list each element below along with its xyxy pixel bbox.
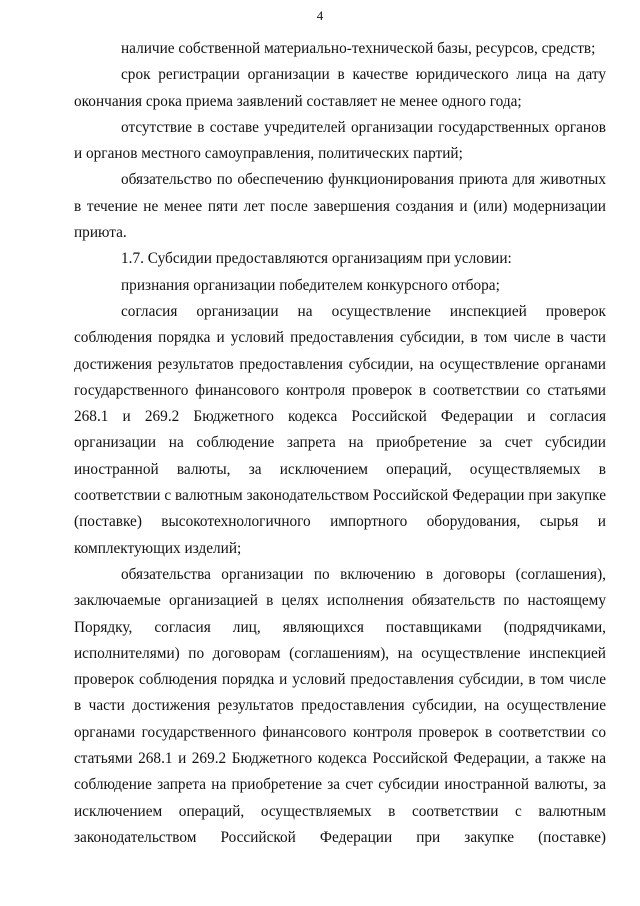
paragraph-section-1-7: 1.7. Субсидии предоставляются организациям при условии: [121, 250, 512, 268]
paragraph-contract-obligations: обязательства организации по включению в договоры (соглашения), заключаемые организацией в целях исполнения обязательств по настоящему Порядку, согласия лиц, являющихся поставщиками (подрядчиками, исполнителями) по договорам (соглашениям), на осуществление инспекцией проверок соблюдения порядка и условий предоставления субсидии, в том числе в части достижения результатов предоставления субсидии, на осуществление органами государственного финансового контроля проверок в соответствии со статьями 268.1 и 269.2 Бюджетного кодекса Российской Федерации, а также на соблюдение запрета на приобретение за счет субсидии иностранной валюты, за исключением операций, осуществляемых в соответствии с валютным законодательством Российской Федерации при закупке (поставке) [74, 565, 606, 846]
paragraph-material-base: наличие собственной материально-технической базы, ресурсов, средств; [121, 40, 596, 57]
document-body [74, 36, 606, 851]
paragraph-founders: отсутствие в составе учредителей организации государственных органов и органов местного самоуправления, политических партий; [74, 118, 606, 163]
page-number: 4 [316, 8, 324, 23]
paragraph-contest-winner: признания организации победителем конкурсного отбора; [121, 276, 500, 294]
paragraph-registration-term: срок регистрации организации в качестве юридического лица на дату окончания срока приема заявлений составляет не менее одного года; [74, 66, 606, 110]
paragraph-consent-inspections: согласия организации на осуществление инспекцией проверок соблюдения порядка и условий предоставления субсидии, в том числе в части достижения результатов предоставления субсидии, на осуществление органами государственного финансового контроля проверок в соответствии со статьями 268.1 и 269.2 Бюджетного кодекса Российской Федерации и согласия организации на соблюдение запрета на приобретение за счет субсидии иностранной валюты, за исключением операций, осуществляемых в соответствии с валютным законодательством Российской Федерации при закупке (поставке) высокотехнологичного импортного оборудования, сырья и комплектующих изделий; [74, 302, 606, 557]
paragraph-shelter-obligation: обязательство по обеспечению функционирования приюта для животных в течение не менее пяти лет после завершения создания и (или) модернизации приюта. [74, 171, 606, 242]
